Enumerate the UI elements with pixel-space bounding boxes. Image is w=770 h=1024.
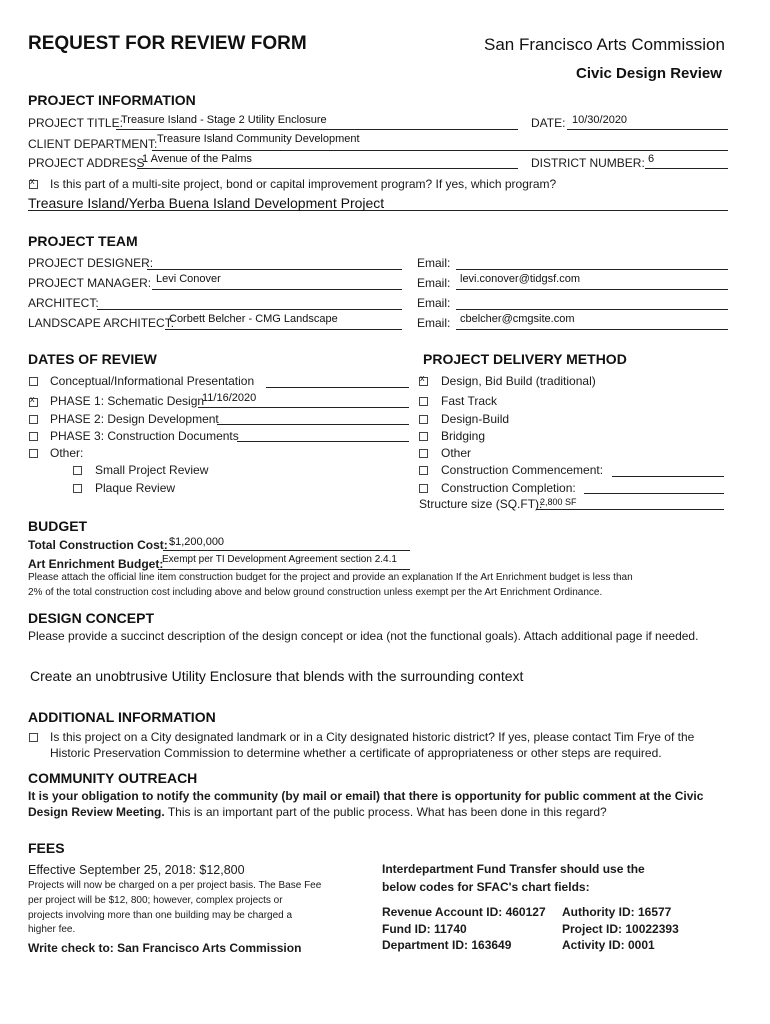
date-line	[567, 129, 728, 130]
total-construction-cost-field[interactable]: $1,200,000	[169, 536, 225, 548]
landscape-email-field[interactable]: cbelcher@cmgsite.com	[460, 313, 575, 325]
other-review-label: Other:	[50, 446, 84, 460]
construction-commencement-label: Construction Commencement:	[441, 463, 604, 477]
bridging-checkbox[interactable]	[419, 432, 428, 441]
section-heading-delivery-method: PROJECT DELIVERY METHOD	[423, 351, 627, 367]
plaque-review-label: Plaque Review	[95, 481, 176, 495]
small-project-review-label: Small Project Review	[95, 463, 209, 477]
project-designer-line	[147, 269, 402, 270]
district-number-line	[645, 168, 728, 169]
project-address-line	[137, 168, 518, 169]
construction-completion-checkbox[interactable]	[419, 484, 428, 493]
section-heading-dates-of-review: DATES OF REVIEW	[28, 351, 157, 367]
project-designer-label: PROJECT DESIGNER:	[28, 256, 154, 270]
check-payable-to: Write check to: San Francisco Arts Commission	[28, 941, 302, 955]
construction-completion-line	[584, 493, 724, 494]
landscape-architect-field[interactable]: Corbett Belcher - CMG Landscape	[169, 313, 338, 325]
phase3-checkbox[interactable]	[29, 432, 38, 441]
authority-id: Authority ID: 16577	[562, 905, 672, 919]
construction-commencement-line	[612, 476, 724, 477]
district-number-label: DISTRICT NUMBER:	[531, 156, 645, 170]
designer-email-line	[456, 269, 728, 270]
manager-email-line	[456, 289, 728, 290]
project-title-label: PROJECT TITLE:	[28, 116, 123, 130]
phase1-line	[198, 407, 409, 408]
budget-note-line2: 2% of the total construction cost including above and below ground construction unless exempt per the Art Enrichment Ordinance.	[28, 587, 603, 598]
design-bid-build-label: Design, Bid Build (traditional)	[441, 374, 596, 388]
manager-email-label: Email:	[417, 276, 451, 290]
phase2-line	[217, 424, 409, 425]
art-enrichment-field[interactable]: Exempt per TI Development Agreement section 2.4.1	[162, 554, 397, 565]
department-id: Department ID: 163649	[382, 938, 512, 952]
fee-description-line4: higher fee.	[28, 924, 76, 935]
structure-size-line	[536, 509, 724, 510]
project-manager-line	[152, 289, 402, 290]
date-field[interactable]: 10/30/2020	[572, 114, 628, 126]
plaque-review-checkbox[interactable]	[73, 484, 82, 493]
outreach-question: This is an important part of the public process. What has been done in this regard?	[164, 805, 607, 819]
client-department-line	[152, 150, 728, 151]
architect-email-label: Email:	[417, 296, 451, 310]
project-address-field[interactable]: 1 Avenue of the Palms	[142, 153, 252, 165]
structure-size-label: Structure size (SQ.FT):	[419, 497, 543, 511]
fund-transfer-note-line1: Interdepartment Fund Transfer should use the	[382, 862, 645, 876]
multisite-checkbox[interactable]	[29, 180, 38, 189]
project-title-line	[116, 129, 518, 130]
outreach-obligation-line1: It is your obligation to notify the community (by mail or email) that there is opportunity for public comment at the Civic	[28, 789, 704, 803]
date-label: DATE:	[531, 116, 566, 130]
project-address-label: PROJECT ADDRESS	[28, 156, 145, 170]
design-concept-prompt: Please provide a succinct description of the design concept or idea (not the functional goals). Attach additional page if needed.	[28, 629, 699, 643]
org-name: San Francisco Arts Commission	[484, 35, 725, 54]
conceptual-label: Conceptual/Informational Presentation	[50, 374, 255, 388]
form-subtitle: Civic Design Review	[576, 65, 722, 82]
architect-email-line	[456, 309, 728, 310]
historic-district-checkbox[interactable]	[29, 733, 38, 742]
phase2-label: PHASE 2: Design Development	[50, 412, 219, 426]
bridging-label: Bridging	[441, 429, 486, 443]
phase3-line	[237, 441, 409, 442]
fee-effective-date: Effective September 25, 2018: $12,800	[28, 863, 245, 877]
historic-district-question-line1: Is this project on a City designated landmark or in a City designated historic district? If yes, please contact Tim Frye of the	[50, 730, 695, 744]
design-bid-build-checkbox[interactable]	[419, 377, 428, 386]
phase1-checkbox[interactable]	[29, 398, 38, 407]
activity-id: Activity ID: 0001	[562, 938, 655, 952]
project-title-field[interactable]: Treasure Island - Stage 2 Utility Enclosure	[121, 114, 327, 126]
landscape-architect-line	[165, 329, 402, 330]
client-department-field[interactable]: Treasure Island Community Development	[157, 133, 360, 145]
structure-size-field[interactable]: 2,800 SF	[540, 497, 577, 507]
section-heading-additional-info: ADDITIONAL INFORMATION	[28, 709, 216, 725]
program-field[interactable]: Treasure Island/Yerba Buena Island Development Project	[28, 195, 385, 211]
fee-description-line1: Projects will now be charged on a per project basis. The Base Fee	[28, 880, 322, 891]
fee-description-line2: per project will be $12, 800; however, complex projects or	[28, 895, 283, 906]
total-construction-cost-line	[163, 550, 410, 551]
design-build-label: Design-Build	[441, 412, 510, 426]
section-heading-budget: BUDGET	[28, 518, 88, 534]
architect-line	[97, 309, 402, 310]
fast-track-checkbox[interactable]	[419, 397, 428, 406]
small-project-review-checkbox[interactable]	[73, 466, 82, 475]
historic-district-question-line2: Historic Preservation Commission to determine whether a certificate of appropriateness or other steps are required.	[50, 746, 662, 760]
architect-label: ARCHITECT:	[28, 296, 99, 310]
budget-note-line1: Please attach the official line item construction budget for the project and provide an explanation If the Art Enrichment budget is less than	[28, 572, 633, 583]
client-department-label: CLIENT DEPARTMENT:	[28, 137, 158, 151]
conceptual-checkbox[interactable]	[29, 377, 38, 386]
design-concept-field[interactable]: Create an unobtrusive Utility Enclosure that blends with the surrounding context	[30, 668, 524, 684]
revenue-account-id: Revenue Account ID: 460127	[382, 905, 546, 919]
other-delivery-label: Other	[441, 446, 472, 460]
conceptual-line	[266, 387, 409, 388]
fund-transfer-note-line2: below codes for SFAC's chart fields:	[382, 880, 590, 894]
phase1-label: PHASE 1: Schematic Design	[50, 394, 205, 408]
fast-track-label: Fast Track	[441, 394, 498, 408]
project-manager-field[interactable]: Levi Conover	[156, 273, 221, 285]
project-manager-label: PROJECT MANAGER:	[28, 276, 152, 290]
section-heading-project-info: PROJECT INFORMATION	[28, 92, 196, 108]
multisite-question: Is this part of a multi-site project, bond or capital improvement program? If yes, which program?	[50, 177, 557, 191]
fee-description-line3: projects involving more than one building may be charged a	[28, 910, 293, 921]
district-number-field[interactable]: 6	[648, 153, 655, 165]
fund-id: Fund ID: 11740	[382, 922, 467, 936]
art-enrichment-line	[158, 569, 410, 570]
design-build-checkbox[interactable]	[419, 415, 428, 424]
phase1-date-field[interactable]: 11/16/2020	[202, 392, 257, 404]
art-enrichment-label: Art Enrichment Budget:	[28, 557, 164, 571]
section-heading-project-team: PROJECT TEAM	[28, 233, 138, 249]
phase3-label: PHASE 3: Construction Documents	[50, 429, 239, 443]
other-review-checkbox[interactable]	[29, 449, 38, 458]
landscape-architect-label: LANDSCAPE ARCHITECT:	[28, 316, 175, 330]
other-delivery-checkbox[interactable]	[419, 449, 428, 458]
outreach-bold-phrase: Design Review Meeting.	[28, 805, 165, 819]
form-title: REQUEST FOR REVIEW FORM	[28, 33, 307, 54]
section-heading-community-outreach: COMMUNITY OUTREACH	[28, 770, 198, 786]
construction-completion-label: Construction Completion:	[441, 481, 576, 495]
construction-commencement-checkbox[interactable]	[419, 466, 428, 475]
manager-email-field[interactable]: levi.conover@tidgsf.com	[460, 273, 580, 285]
section-heading-design-concept: DESIGN CONCEPT	[28, 610, 155, 626]
phase2-checkbox[interactable]	[29, 415, 38, 424]
landscape-email-label: Email:	[417, 316, 451, 330]
designer-email-label: Email:	[417, 256, 451, 270]
project-id: Project ID: 10022393	[562, 922, 679, 936]
total-construction-cost-label: Total Construction Cost:	[28, 538, 168, 552]
landscape-email-line	[456, 329, 728, 330]
outreach-obligation-line2	[28, 805, 607, 819]
section-heading-fees: FEES	[28, 840, 65, 856]
